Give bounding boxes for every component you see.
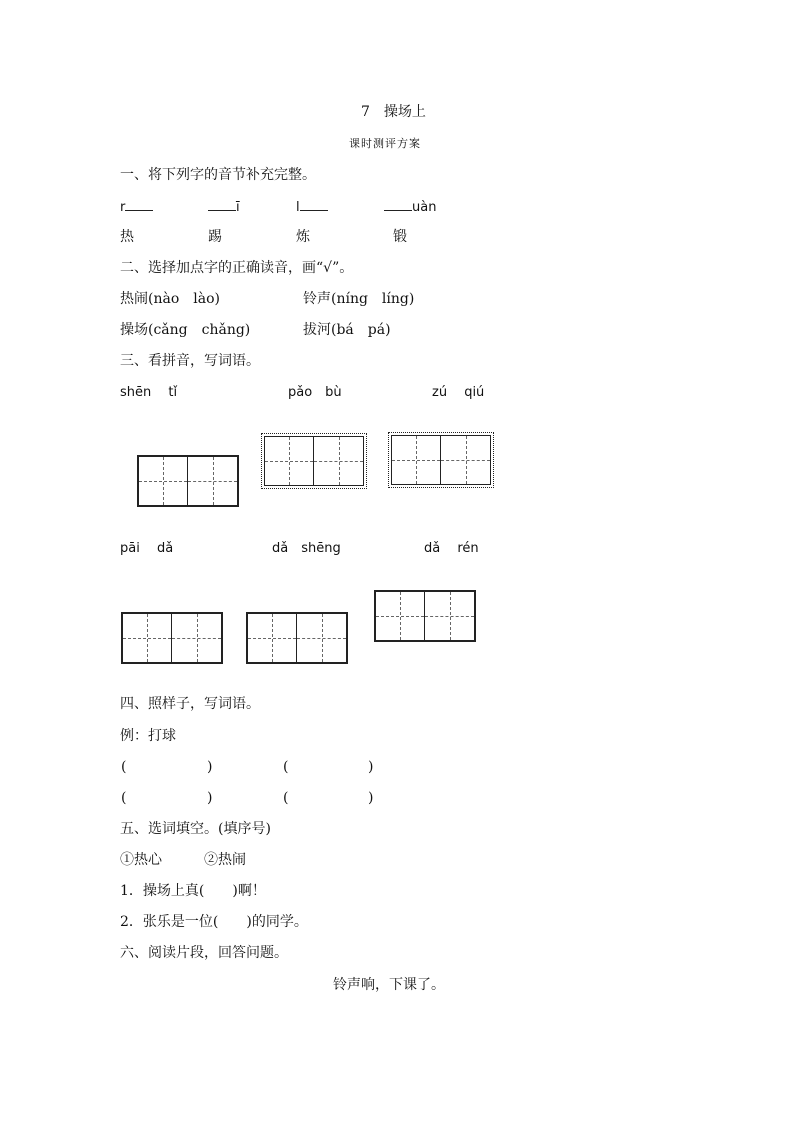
reading-option-4[interactable]: 拔河(bá pá) xyxy=(303,322,391,338)
char-1: 热 xyxy=(120,229,134,245)
page-title: 7 操场上 xyxy=(361,104,426,120)
char-3: 炼 xyxy=(296,229,310,245)
close-paren: ) xyxy=(368,790,374,806)
close-paren: ) xyxy=(207,790,213,806)
syllable-item-4 xyxy=(384,198,436,217)
close-paren: ) xyxy=(368,759,374,775)
syllable-item-1 xyxy=(120,198,153,217)
blank-line[interactable] xyxy=(125,198,153,211)
pinyin-zuqiu: zú qiú xyxy=(432,385,485,400)
blank-line[interactable] xyxy=(384,198,412,211)
example-text: 例：打球 xyxy=(120,728,176,744)
pinyin-dasheng: dǎ shēng xyxy=(272,541,341,556)
char-4: 锻 xyxy=(393,229,407,245)
grid-cell[interactable] xyxy=(122,613,172,663)
page-subtitle: 课时测评方案 xyxy=(349,137,421,150)
writing-grid[interactable] xyxy=(374,590,476,642)
grid-cell[interactable] xyxy=(188,456,238,506)
grid-cell[interactable] xyxy=(391,435,441,485)
pinyin-shenti: shēn tǐ xyxy=(120,385,178,400)
syllable-prefix: r xyxy=(120,200,126,215)
open-paren: ( xyxy=(121,759,127,775)
section5-heading: 五、选词填空。(填序号) xyxy=(120,821,271,837)
syllable-suffix: uàn xyxy=(412,200,437,215)
writing-grid[interactable] xyxy=(246,612,348,664)
open-paren: ( xyxy=(283,790,289,806)
grid-cell[interactable] xyxy=(375,591,425,641)
grid-cell[interactable] xyxy=(138,456,188,506)
answer-blank[interactable] xyxy=(295,789,365,807)
open-paren: ( xyxy=(121,790,127,806)
syllable-item-2 xyxy=(208,198,240,217)
close-paren: ) xyxy=(207,759,213,775)
syllable-item-3 xyxy=(296,198,328,217)
open-paren: ( xyxy=(283,759,289,775)
word-options: ①热心 ②热闹 xyxy=(120,852,246,868)
section6-heading: 六、阅读片段，回答问题。 xyxy=(120,945,288,961)
grid-cell[interactable] xyxy=(264,436,314,486)
blank-line[interactable] xyxy=(208,198,236,211)
writing-grid[interactable] xyxy=(121,612,223,664)
fill-question-2[interactable]: 2．张乐是一位( )的同学。 xyxy=(120,914,308,930)
reading-option-3[interactable]: 操场(cǎng chǎng) xyxy=(120,322,251,338)
char-2: 踢 xyxy=(208,229,222,245)
writing-grid[interactable] xyxy=(261,433,367,489)
section1-heading: 一、将下列字的音节补充完整。 xyxy=(120,167,316,183)
grid-cell[interactable] xyxy=(172,613,222,663)
syllable-prefix: l xyxy=(296,200,300,215)
pinyin-paida: pāi dǎ xyxy=(120,541,174,556)
section2-heading: 二、选择加点字的正确读音，画“√”。 xyxy=(120,260,354,276)
blank-line[interactable] xyxy=(300,198,328,211)
answer-blank[interactable] xyxy=(133,789,203,807)
answer-blank[interactable] xyxy=(133,758,203,776)
reading-option-1[interactable]: 热闹(nào lào) xyxy=(120,291,220,307)
grid-cell[interactable] xyxy=(425,591,475,641)
grid-cell[interactable] xyxy=(297,613,347,663)
syllable-suffix: ī xyxy=(236,200,240,215)
grid-cell[interactable] xyxy=(314,436,364,486)
section4-heading: 四、照样子，写词语。 xyxy=(120,696,260,712)
writing-grid[interactable] xyxy=(388,432,494,488)
fill-question-1[interactable]: 1．操场上真( )啊！ xyxy=(120,883,266,899)
grid-cell[interactable] xyxy=(247,613,297,663)
grid-cell[interactable] xyxy=(441,435,491,485)
section3-heading: 三、看拼音，写词语。 xyxy=(120,353,260,369)
passage-line: 铃声响，下课了。 xyxy=(333,977,445,993)
pinyin-daren: dǎ rén xyxy=(424,541,479,556)
reading-option-2[interactable]: 铃声(níng líng) xyxy=(303,291,415,307)
answer-blank[interactable] xyxy=(295,758,365,776)
writing-grid[interactable] xyxy=(137,455,239,507)
pinyin-paobu: pǎo bù xyxy=(288,385,342,400)
